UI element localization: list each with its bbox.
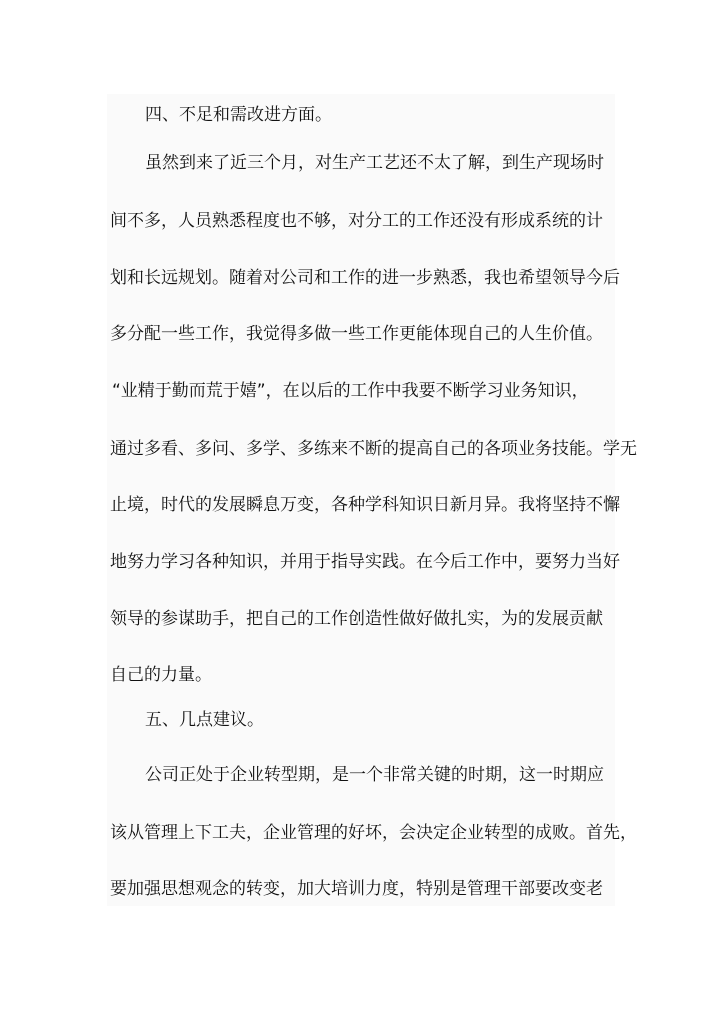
paragraph-line: 公司正处于企业转型期，是一个非常关键的时期，这一时期应 — [145, 765, 604, 785]
paragraph-line: 虽然到来了近三个月，对生产工艺还不太了解，到生产现场时 — [145, 153, 604, 173]
paragraph-line: 领导的参谋助手，把自己的工作创造性做好做扎实，为的发展贡献 — [110, 609, 603, 629]
section-heading-4: 四、不足和需改进方面。 — [145, 105, 332, 125]
paragraph-line: 自己的力量。 — [110, 665, 212, 685]
paragraph-line: 间不多，人员熟悉程度也不够，对分工的工作还没有形成系统的计 — [110, 211, 603, 231]
paragraph-line: “业精于勤而荒于嬉”，在以后的工作中我要不断学习业务知识， — [112, 381, 589, 401]
paragraph-line: 止境，时代的发展瞬息万变，各种学科知识日新月异。我将坚持不懈 — [110, 495, 620, 515]
section-heading-5: 五、几点建议。 — [145, 710, 264, 730]
paragraph-line: 地努力学习各种知识，并用于指导实践。在今后工作中，要努力当好 — [110, 552, 620, 572]
paragraph-line: 多分配一些工作，我觉得多做一些工作更能体现自己的人生价值。 — [110, 324, 603, 344]
paragraph-line: 要加强思想观念的转变，加大培训力度，特别是管理干部要改变老 — [110, 879, 603, 899]
paragraph-line: 该从管理上下工夫，企业管理的好坏，会决定企业转型的成败。首先， — [110, 823, 637, 843]
paragraph-line: 通过多看、多问、多学、多练来不断的提高自己的各项业务技能。学无 — [110, 439, 637, 459]
paragraph-line: 划和长远规划。随着对公司和工作的进一步熟悉，我也希望领导今后 — [110, 268, 620, 288]
